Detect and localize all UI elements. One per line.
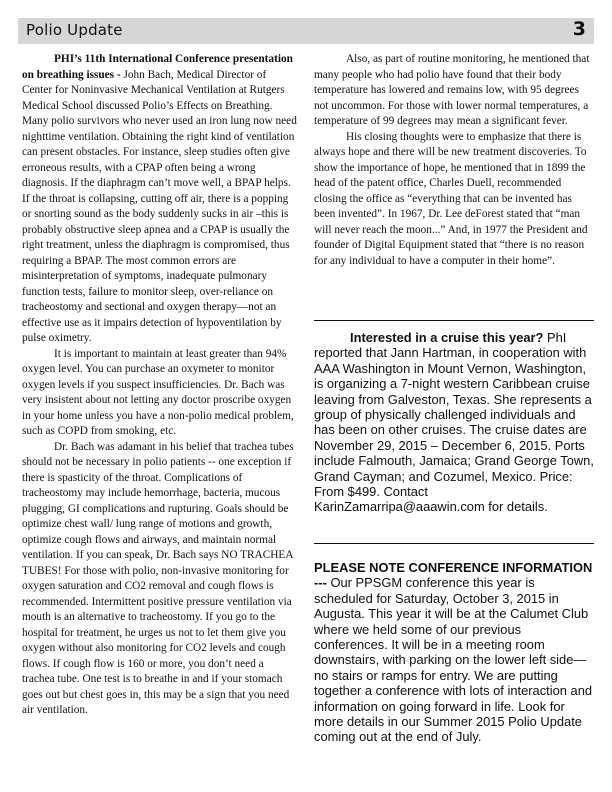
article-paragraph: Dr. Bach was adamant in his belief that trachea tubes should not be necessary in polio patients -- one exception if there is spasticity of the throat. Complications of tracheostomy may include hemorrhage, bacteria, mucous plugging, GI complications and rupturing. Goals should be optimize chest wall/ lung range of motions and growth, optimize cough flows and airways, and maintain normal ventilation. If you can speak, Dr. Bach says NO TRACHEA TUBES! For those with polio, non-invasive monitoring for oxygen saturation and CO2 removal and cough flows is recommended. Intermittent positive pressure ventilation via mouth is an alternative to tracheostomy. If you go to the hospital for treatment, he urges us not to let them give you oxygen without also monitoring for CO2 levels and cough flows. If cough flow is 160 or more, you don’t need a trachea tube. One test is to breathe in and if your stomach goes out but chest goes in, this may be a sign that you need air ventilation. xyxy=(22,440,294,716)
section-divider xyxy=(314,543,594,544)
right-column xyxy=(314,52,590,269)
notice-paragraph xyxy=(314,560,594,745)
article-text: John Bach, Medical Director of Center for Noninvasive Mechanical Ventilation at Rutgers Medical School discussed Polio’s Effects on Breathing. Many polio survivors who never used an iron lung now need nighttime ventilation. Obtaining the right kind of ventilation can present obstacles. For instance, sleep studies often give erroneous results, with a CPAP often being a wrong diagnosis. If the diaphragm can’t move well, a BPAP helps. If the throat is collapsing, cutting off air, there is a popping or snorting sound as the body suddenly sucks in air –this is probably obstructive sleep apnea and a CPAP is usually the right treatment, unless the diaphragm is compromised, thus requiring a BPAP. The most common errors are misinterpretation of symptoms, inadequate pulmonary function tests, failure to monitor sleep, over-reliance on tracheostomy and sectional and oxygen therapy—not an effective use as it impairs detection of hypoventilation by pulse oximetry. xyxy=(22,68,297,344)
left-column xyxy=(22,52,298,719)
newsletter-title: Polio Update xyxy=(26,21,123,39)
cruise-notice xyxy=(314,330,594,515)
notice-heading: Interested in a cruise this year? xyxy=(350,330,544,345)
page-header xyxy=(18,18,594,44)
page-number: 3 xyxy=(572,18,586,40)
section-divider xyxy=(314,320,594,321)
notice-text: Our PPSGM conference this year is scheduled for Saturday, October 3, 2015 in Augusta. This year it will be at the Calumet Club where we held some of our previous conferences. It will be in a meeting room downstairs, with parking on the lower left side—no stairs or ramps for entry. We are putting together a conference with lots of interaction and information on going forward in life. Look for more details in our Summer 2015 Polio Update coming out at the end of July. xyxy=(314,575,593,745)
conference-notice xyxy=(314,560,594,745)
article-paragraph xyxy=(22,52,298,347)
article-paragraph: Also, as part of routine monitoring, he mentioned that many people who had polio have found that their body temperature has lowered and remains low, with 95 degrees not uncommon. For those with lower normal temperatures, a temperature of 99 degrees may mean a significant fever. xyxy=(314,53,590,127)
notice-text: PhI reported that Jann Hartman, in cooperation with AAA Washington in Mount Vernon, Washington, is organizing a 7-night western Caribbean cruise leaving from Galveston, Texas. She represents a group of physically challenged individuals and has been on other cruises. The cruise dates are November 29, 2015 – December 6, 2015. Ports include Falmouth, Jamaica; Grand George Town, Grand Cayman; and Cozumel, Mexico. Price: From $499. Contact KarinZamarripa@aaawin.com for details. xyxy=(314,330,594,515)
article-heading: PHI’s 11th International Conference presentation on breathing issues - xyxy=(22,53,293,81)
article-paragraph: His closing thoughts were to emphasize that there is always hope and there will be new treatment discoveries. To show the importance of hope, he mentioned that in 1899 the head of the patent office, Charles Duell, recommended closing the office as “everything that can be invented has been invented”. In 1967, Dr. Lee deForest stated that “man will never reach the moon...” And, in 1977 the President and founder of Digital Equipment stated that “there is no reason for any individual to have a computer in their home”. xyxy=(314,130,588,267)
article-paragraph: It is important to maintain at least greater than 94% oxygen level. You can purchase an oxymeter to monitor oxygen levels if you suspect insufficiencies. Dr. Bach was very insistent about not letting any doctor proscribe oxygen in your home unless you have a non-polio medical problem, such as COPD from smoking, etc. xyxy=(22,347,294,437)
notice-heading: PLEASE NOTE CONFERENCE INFORMATION --- xyxy=(314,560,593,591)
notice-paragraph xyxy=(314,330,594,515)
